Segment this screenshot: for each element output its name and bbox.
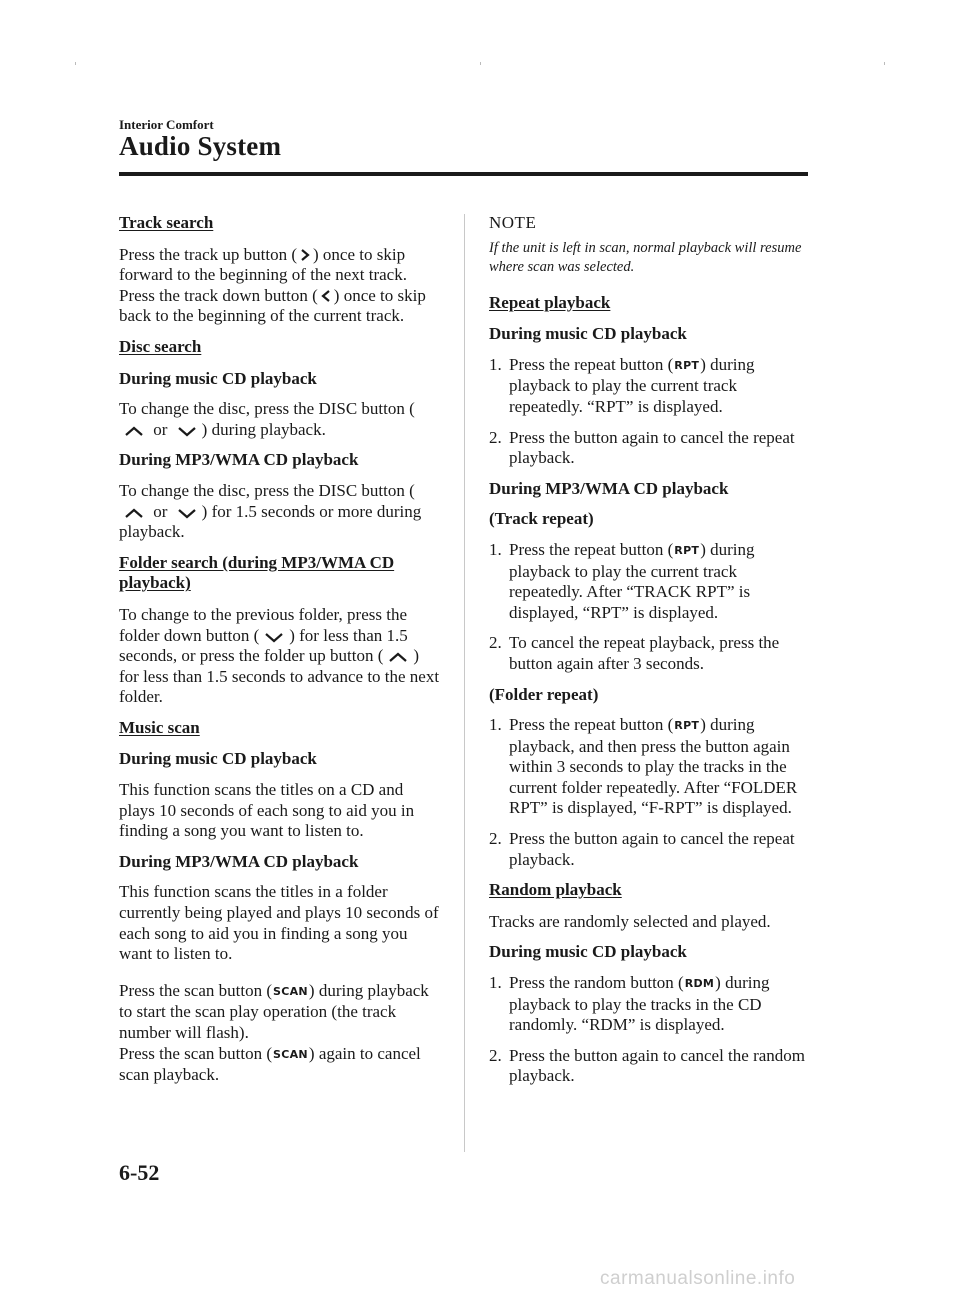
list-item	[489, 829, 814, 870]
text-run: ) during playback to play the current track repeatedly. “RPT” is displayed.	[509, 354, 755, 416]
scan-button-icon: SCAN	[272, 1047, 308, 1061]
track-search-heading: Track search	[119, 213, 214, 232]
text-run: Press the random button (	[509, 973, 684, 993]
music-scan-cd-text: This function scans the titles on a CD and plays 10 seconds of each song to aid you in finding a song you want to listen to.	[119, 780, 415, 841]
chevron-down-icon	[174, 425, 200, 437]
item-text	[509, 540, 814, 623]
crop-mark	[884, 62, 885, 65]
text-run: ) during playback to play the current track repeatedly. After “TRACK RPT” is displayed, “RPT” is displayed.	[509, 539, 755, 622]
item-text	[509, 973, 814, 1036]
music-scan-heading: Music scan	[119, 717, 200, 737]
chevron-left-icon	[320, 289, 332, 303]
random-playback-heading: Random playback	[489, 880, 622, 900]
music-scan-mp3-text: This function scans the titles in a folder currently being played and plays 10 seconds of each song to aid you in finding a song you want to listen to.	[119, 882, 439, 964]
chevron-down-icon	[174, 507, 200, 519]
item-number: 2.	[489, 427, 502, 447]
disc-search-cd-text	[119, 399, 441, 440]
list-item	[489, 633, 814, 674]
item-number: 2.	[489, 1045, 502, 1065]
chevron-right-icon	[299, 248, 311, 262]
list-item	[489, 1046, 814, 1087]
subheading: During music CD playback	[119, 749, 317, 769]
subheading: During MP3/WMA CD playback	[119, 450, 359, 470]
text-run: Press the repeat button (	[509, 539, 674, 559]
text-run: Press the track up button (	[119, 244, 297, 264]
subheading: (Folder repeat)	[489, 684, 599, 704]
list-item	[489, 973, 814, 1036]
subheading: During music CD playback	[489, 324, 687, 344]
crop-mark	[75, 62, 76, 65]
right-column	[489, 213, 814, 1097]
rpt-button-icon: RPT	[674, 543, 700, 557]
list-item	[489, 428, 814, 469]
rpt-button-icon: RPT	[674, 719, 700, 733]
item-number: 2.	[489, 829, 502, 849]
text-run: or	[149, 501, 172, 521]
item-text: To cancel the repeat playback, press the button again after 3 seconds.	[509, 633, 780, 673]
text-run: Press the repeat button (	[509, 715, 674, 735]
text-run: Press the track down button (	[119, 285, 318, 305]
random-intro: Tracks are randomly selected and played.	[489, 911, 771, 931]
text-run: ) for less than 1.5 seconds to advance to the next folder.	[119, 646, 440, 707]
text-run: To change the disc, press the DISC button (	[119, 480, 415, 500]
folder-search-heading: Folder search (during MP3/WMA CD playback)	[119, 552, 395, 593]
text-run: ) during playback.	[201, 419, 326, 439]
watermark: carmanualsonline.info	[600, 1268, 796, 1289]
text-run: ) for 1.5 seconds or more during playback.	[119, 501, 422, 542]
chevron-up-icon	[121, 425, 147, 437]
text-run: ) for less than 1.5 seconds, or press the folder up button (	[119, 625, 408, 666]
note-title: NOTE	[489, 213, 537, 232]
chevron-up-icon	[385, 651, 411, 663]
item-number: 1.	[489, 715, 502, 735]
text-run: ) during playback to start the scan play operation (the track number will flash).	[119, 980, 429, 1042]
text-run: Press the scan button (	[119, 980, 272, 1000]
note-body: If the unit is left in scan, normal playback will resume where scan was selected.	[489, 239, 802, 275]
chevron-down-icon	[261, 631, 287, 643]
text-run: ) once to skip back to the beginning of the current track.	[119, 285, 426, 326]
list-item	[489, 540, 814, 623]
text-run: Press the scan button (	[119, 1043, 272, 1063]
folder-search-text	[119, 605, 441, 708]
scan-button-icon: SCAN	[272, 984, 308, 998]
list-item	[489, 355, 814, 418]
item-number: 2.	[489, 633, 502, 653]
disc-search-heading: Disc search	[119, 336, 202, 356]
chevron-up-icon	[121, 507, 147, 519]
subheading: During MP3/WMA CD playback	[119, 851, 359, 871]
page-number: 6-52	[119, 1160, 160, 1185]
item-text	[509, 715, 814, 819]
disc-search-mp3-text	[119, 481, 441, 543]
left-column	[119, 213, 441, 1096]
item-number: 1.	[489, 973, 502, 993]
subheading: During MP3/WMA CD playback	[489, 478, 729, 498]
text-run: Press the repeat button (	[509, 354, 674, 374]
text-run: To change to the previous folder, press the folder down button (	[119, 604, 407, 645]
rdm-button-icon: RDM	[684, 977, 715, 991]
item-number: 1.	[489, 539, 502, 559]
rpt-button-icon: RPT	[674, 358, 700, 372]
text-run: ) once to skip forward to the beginning of the next track.	[119, 244, 407, 285]
track-search-text	[119, 245, 441, 327]
list-item	[489, 715, 814, 819]
repeat-playback-heading: Repeat playback	[489, 292, 611, 312]
header-rule	[119, 172, 808, 176]
item-text	[509, 355, 814, 418]
music-scan-instructions	[119, 981, 441, 1086]
crop-mark	[480, 62, 481, 65]
item-text: Press the button again to cancel the random playback.	[509, 1045, 805, 1086]
subheading: (Track repeat)	[489, 509, 594, 529]
column-divider	[464, 214, 465, 1152]
page-title: Audio System	[119, 131, 282, 161]
text-run: ) during playback, and then press the button again within 3 seconds to play the tracks in the current folder repeatedly. After “FOLDER RPT” is displayed, “F-RPT” is displayed.	[509, 715, 798, 818]
text-run: or	[149, 419, 172, 439]
subheading: During music CD playback	[489, 942, 687, 962]
section-label: Interior Comfort	[119, 117, 214, 132]
item-number: 1.	[489, 354, 502, 374]
item-text: Press the button again to cancel the repeat playback.	[509, 427, 795, 468]
item-text: Press the button again to cancel the repeat playback.	[509, 829, 795, 869]
text-run: To change the disc, press the DISC button (	[119, 399, 415, 419]
text-run: ) during playback to play the tracks in the CD randomly. “RDM” is displayed.	[509, 973, 770, 1035]
subheading: During music CD playback	[119, 368, 317, 388]
text-run: ) again to cancel scan playback.	[119, 1043, 421, 1085]
